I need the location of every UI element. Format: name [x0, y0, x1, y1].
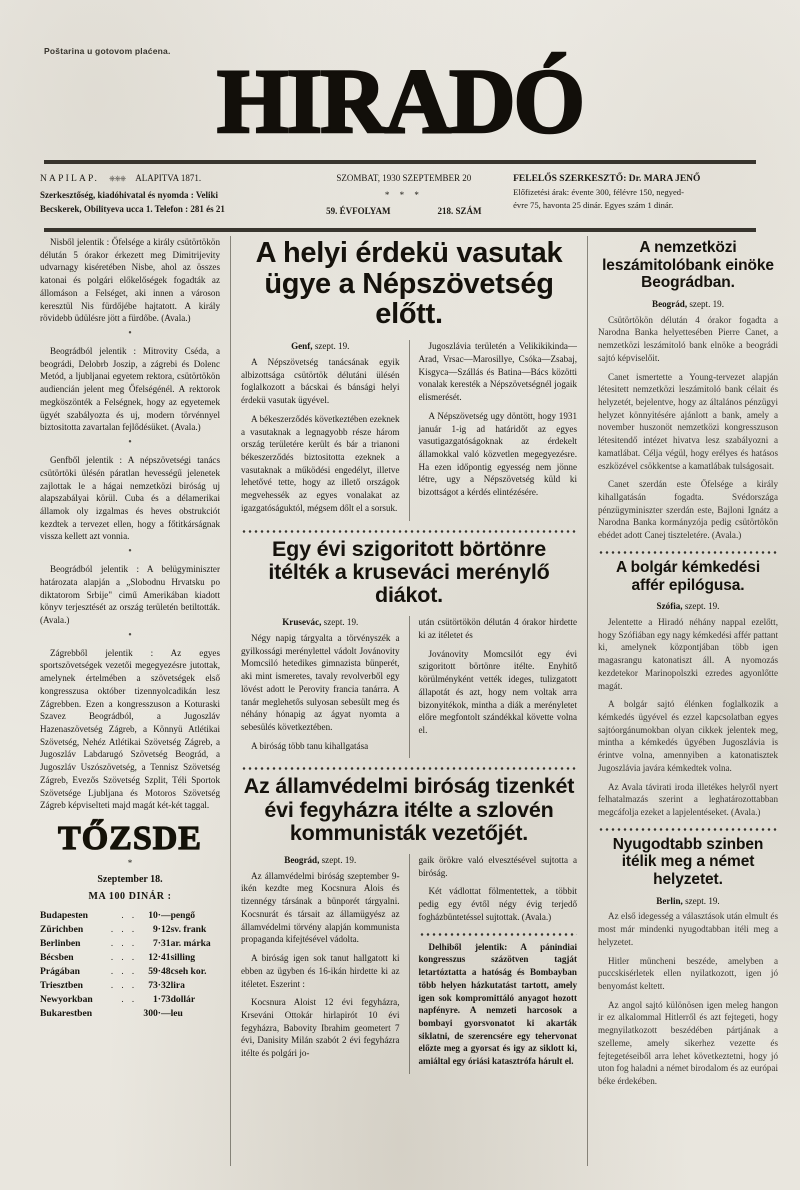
editor-in-chief: FELELŐS SZERKESZTŐ: Dr. MARA JENŐ: [513, 174, 701, 184]
article-slovene-body: [241, 854, 577, 1074]
paragraph: Csütörtökön délután 4 órakor fogadta a Narodna Banka helyettesében Pierre Canet, a nemzetközi leszámitoló bank elnöke a beográdi sajtó képviselőit.: [598, 314, 778, 363]
paragraph: A Népszövetség tanácsának egyik albizottsága csütörtök délutáni ülésén foglalkozott a bácskai és bánsági helyi érdekü vasutak ügyével.: [241, 356, 400, 406]
article-krusevac-body: [241, 616, 577, 758]
rate-currency: dollár: [170, 993, 196, 1005]
masthead-right: [513, 172, 760, 219]
postal-notice: Poštarina u gotovom plaćena.: [44, 46, 171, 56]
masthead-rule-top: [44, 160, 756, 164]
table-row: [40, 908, 220, 922]
dateline: [241, 854, 400, 867]
star-ornament: *: [127, 858, 133, 869]
column-divider: [587, 236, 588, 1166]
rate-city: Budapesten: [40, 909, 88, 921]
paragraph: Jugoszlávia területén a Velikikikinda—Arad, Vrsac—Marosillye, Csóka—Zsabaj, Kisgyca—Szállás és Batina—Bács közötti vonalak keresték a Népszövetségnél jogaik elismerését.: [418, 341, 577, 403]
article-railways-body: [241, 340, 577, 520]
rate-city: Zürichben: [40, 923, 84, 935]
dateline-place: Beográd,: [284, 855, 320, 866]
subcolumn-right: [419, 340, 578, 520]
rate-leader: . . .: [110, 923, 138, 934]
office-address-line1: Szerkesztőség, kiadóhivatal és nyomda : Veliki: [40, 190, 219, 201]
table-row: [40, 964, 220, 978]
paragraph: Hitler müncheni beszéde, amelyben a puccskisérletek ellen nyilatkozott, igen jó benyomást keltett.: [598, 955, 778, 991]
column-left: [40, 236, 220, 1166]
rate-currency: silling: [170, 951, 196, 963]
paragraph: A biróság több tanu kihallgatása: [251, 740, 369, 751]
table-row: [40, 936, 220, 950]
subcolumn-divider: [409, 340, 410, 520]
dateline-date: szept. 19.: [321, 617, 359, 628]
subcolumn-left: [241, 340, 400, 520]
dateline-place: Szófia,: [656, 601, 683, 612]
paragraph: A biróság igen sok tanut hallgatott ki ebben az ügyben és 16-ikán hirdette ki az itéletet. Eszerint :: [241, 953, 400, 989]
dotted-divider: [598, 827, 778, 832]
separator-dot: •: [128, 546, 132, 558]
rate-value: 10·—: [148, 909, 171, 921]
rate-value: 7·31: [152, 937, 171, 949]
ornament-icon: ⎈⎈⎈: [109, 174, 126, 183]
column-right: [598, 236, 778, 1166]
table-row: [40, 978, 220, 992]
rate-city: Newyorkban: [40, 993, 93, 1005]
paragraph: A békeszerződés következtében ezeknek a vasutaknak a legnagyobb része három ország területére került és bár a trianoni békeszerződés biztositotta ezeknek a vasutaknak a működési engedélyt, illetve lehetővé tette, hogy az illető országok megvehessék az egyes vonalakat az igazgatóságuktól, mégsem dőlt el a sorsuk.: [241, 413, 400, 513]
rate-currency: lira: [170, 979, 185, 991]
subcolumn-divider: [409, 616, 410, 758]
dateline-date: szept. 19.: [682, 895, 720, 906]
rate-currency: sv. frank: [170, 923, 207, 935]
stock-exchange-title: TŐZSDE: [58, 820, 202, 858]
newspaper-title: HIRADÓ: [216, 50, 584, 152]
subcolumn-right: [419, 854, 578, 1074]
rate-value: 73·32: [148, 979, 171, 991]
masthead-info: [40, 172, 760, 219]
separator-dot: •: [128, 328, 132, 340]
issue-number: 218. SZÁM: [437, 206, 482, 216]
dateline: [598, 895, 778, 908]
paragraph: Kocsnura Aloist 12 évi fegyházra, Krseváni Ottokár hirlapirót 10 évi fegyházra, Babovity Ibrahim geometert 7 évi, Danisity Milán szabót 2 évi fegyházra itélte és polgári jo-: [241, 997, 400, 1059]
paragraph: gaik örökre való elvesztésével sujtotta a biróság.: [418, 855, 577, 878]
rate-leader: . . .: [110, 965, 138, 976]
separator-dot: •: [128, 629, 132, 641]
dateline-date: szept. 19.: [682, 601, 720, 612]
office-address-line2: Becskerek, Obilityeva ucca 1. Telefon : 281 és 21: [40, 203, 225, 214]
headline-settlement-bank: A nemzetközi leszámitolóbank einöke Beográdban.: [602, 239, 774, 292]
dateline-date: szept. 19.: [312, 341, 350, 352]
subscription-prices-line2: évre 75, havonta 25 dinár. Egyes szám 1 dinár.: [513, 200, 674, 211]
paragraph: Négy napig tárgyalta a törvényszék a gyilkossági merénylettel vádolt Jovánovity Momcsiló hetedikes gimnazista bünperét, aki mint ismeretes, tavaly revolverből egy lövést adott le Perovity francia tanárra. A tanár meglehetős sulyosan sebesült meg és néhány hónapig az ágyat nyomta a sebesülés következtében.: [241, 632, 400, 732]
rate-city: Bukarestben: [40, 1007, 93, 1019]
rate-leader: . . .: [110, 937, 138, 948]
rate-leader: . . .: [110, 979, 138, 990]
dateline: [241, 340, 400, 353]
news-brief: Genfből jelentik : A népszövetségi tanács csütörtöki ülésén páratlan hevességű jelenetek zajlottak le a hágai nemzetközi biróság uj alapszabályai körül. Cuba és a délamerikai államok oly izgalmas és heves obstrukciót kezdtek a tervezet ellen, hogy a főtitkárságnak vissza kellett azt vonnia.: [40, 455, 220, 542]
masthead-rule-bottom: [44, 228, 756, 232]
paragraph: Canet ismertette a Young-tervezet alapján létesitett nemzetközi leszámitoló bank célait és helyzetét, bejelentve, hogy az általános pénzügyi helyzet könnyitésére ajánlott a bank, amely a november huszonöt nemzetközi kongresszuson létesitendő intézet hivatva lesz szabályozni a kamatlábat. Célja végül, hogy erélyes és hatásos eszközével csökkentse a kamatlábak tulságosait.: [598, 371, 778, 471]
dotted-divider: [241, 766, 577, 771]
paragraph: Az első idegesség a választások után elmult és most már mindenki nyugodtabban itéli meg a helyzetet.: [598, 911, 778, 947]
headline-slovene-communists: Az államvédelmi biróság tizenkét évi fegyházra itélte a szlovén kommunisták vezetőjét.: [243, 774, 575, 845]
rate-city: Prágában: [40, 965, 80, 977]
headline-krusevac-student: Egy évi szigoritott börtönre itélték a kruseváci merénylő diákot.: [268, 536, 550, 607]
dateline-date: szept. 19.: [687, 298, 724, 309]
column-middle: [241, 236, 577, 1166]
founded-year: ALAPITVA 1871.: [135, 173, 202, 183]
stock-exchange-date: Szeptember 18.: [97, 874, 163, 886]
rate-currency: ar. márka: [170, 937, 211, 949]
rate-currency: pengő: [170, 909, 196, 921]
headline-bulgarian-espionage: A bolgár kémkedési affér epilógusa.: [615, 558, 761, 594]
masthead-center: [303, 172, 506, 219]
paragraph: A Népszövetség ugy döntött, hogy 1931 január 1-ig ad határidőt az egyes vasutigazgatóságoknak az érdekelt államokkal való közvetlen megegyezésre. Ha ezen időpontig egyesség nem jönne létre, ugy a Népszövetség küld ki bizottságot a kérdés elintézésére.: [418, 410, 577, 498]
rate-value: 1·73: [152, 993, 171, 1005]
column-divider: [230, 236, 231, 1166]
subcolumn-left: [241, 854, 400, 1074]
rate-city: Bécsben: [40, 951, 74, 963]
paragraph: Az államvédelmi biróság szeptember 9-ikén kezdte meg Kocsnura Alois és tizennégy társának a bünporét tárgyalni. Kocsnurát és társait az államügyész az államvédelmi törvény alapján kommunista propaganda kifejtésével vádolta.: [241, 870, 400, 945]
rate-value: 9·12: [152, 923, 171, 935]
separator-dot: •: [128, 437, 132, 449]
subcolumn-right: [419, 616, 578, 758]
rate-currency: cseh kor.: [170, 965, 207, 977]
rate-value: 59·48: [148, 965, 171, 977]
news-brief: Zágrebből jelentik : Az egyes sportszövetségek vezetői megegyezésre jutottak, amelynek értelmében a szövetségek első kongresszusa október tizennyolcadikán lesz Zágrebben. Ezen a kongresszuson a Koturaski Szavez Beográdból, a Jugoszláv Hazenaszövetség Zágreb, a Könnyü Atlétikai Szövetség, Nehéz Atlétikai Szövetség Zágreb, a Jugoszláv Labdarugó Szövetség Beográd, a Jugoszláv Uszószövetség, a Tennisz Szövetség Zágreb, Evezős Szövetség Szplit, Téli Sportok Szövetsége Ljubljana és Motoros Szövetség Zágreb képviselteti majd magát két-két taggal.: [40, 647, 220, 811]
dateline-place: Krusevác,: [282, 617, 322, 628]
dateline-place: Beográd,: [652, 298, 688, 309]
table-row: [40, 950, 220, 964]
paragraph: Jelentette a Hiradó néhány nappal ezelőtt, hogy Szófiában egy nagy kémkedési affér pattant ki, amelynek központjában több igen magasrangu katonatiszt áll. A nyomozás kezdetekor Marinopolszki ezredes agyonlőtte magát.: [598, 616, 778, 691]
masthead-left: [40, 172, 295, 219]
rate-value: 300·—: [143, 1007, 171, 1019]
table-row: [40, 922, 220, 936]
stock-exchange-subtitle: MA 100 DINÁR :: [88, 891, 172, 903]
rate-city: Triesztben: [40, 979, 83, 991]
table-row: [40, 992, 220, 1006]
dateline-date: szept. 19.: [319, 855, 357, 866]
rate-value: 12·41: [148, 951, 171, 963]
news-brief: Nisből jelentik : Őfelsége a király csütörtökön délután 5 órakor érkezett meg Dimitrijevity udvarnagy kiséretében Nisbe, ahol az összes katonai és polgári előkelőségek fogadták az állomáson a Felséget, aki innen a városon keresztül Nis fürdőjébe hajtatott. A király rövidebb üdülésre jött a fürdőbe. (Avala.): [40, 237, 220, 324]
table-row: [40, 1006, 220, 1020]
dateline-place: Berlin,: [656, 895, 683, 906]
subscription-prices-line1: Előfizetési árak: évente 300, félévre 150, negyed-: [513, 187, 684, 198]
paper-type: NAPILAP.: [40, 174, 100, 184]
paragraph: Jovánovity Momcsilót egy évi szigoritott börtönre itélte. Enyhitő körülményként vették ideges, tulizgatott állapotát és azt, hogy nem voltak arra bizonyitékok, mintha a diák a merényletet előre megfontolt szándékkal követte volna el.: [418, 648, 577, 735]
rate-leader: [105, 1006, 137, 1020]
dotted-divider: [598, 550, 778, 555]
paragraph: Canet szerdán este Őfelsége a király kihallgatásán fogadta. Svédországa pénzügyminiszter szerdán este, Bajloni Ignátz a Narodna Banka kormányzója pedig csütörtökön ebédet adott Canej tiszteletére. (Avala.): [598, 479, 778, 541]
news-brief: Beográdból jelentik : A belügyminiszter határozata alapján a „Slobodnu Hrvatsku po diktatorom Srbije" cimű Amerikában kiadott könyv terjesztését az ország területén betiltották. (Avala.): [40, 564, 220, 625]
paragraph: Két vádlottat fölmentettek, a többit pedig egy évtől négy évig terjedő fogházbüntetéssel sujtottak. (Avala.): [418, 886, 577, 922]
paragraph: A bolgár sajtó élénken foglalkozik a kémkedés ügyével és ezzel kapcsolatban egyes sajtóorgánumokban olyan cikkek jelentek meg, mintha a kémkedés ügyében Jugoszlávia is érintve volna, amennyiben a katonatisztek Jugoszlávia javára kémkedtek volna.: [598, 699, 778, 773]
exchange-rate-table: [40, 908, 220, 1020]
subcolumn-divider: [409, 854, 410, 1074]
issue-date: SZOMBAT, 1930 SZEPTEMBER 20: [336, 173, 472, 183]
rate-leader: . .: [121, 993, 138, 1004]
dateline: [241, 616, 400, 629]
stars-ornament: * * *: [384, 189, 423, 200]
paragraph: Az angol sajtó különösen igen meleg hangon ir ez alkalommal Hitlerről és azt fejtegeti, hogy megnyilatkozott beszédében pártjának a szelleme, amely sikerhez vezette és fejtegetéseiből arra lehet következtetni, hogy jó uton fog haladni a német birodalom és az európai béke érdekében.: [598, 999, 778, 1087]
article-columns: [40, 236, 778, 1166]
subcolumn-left: [241, 616, 400, 758]
dateline: [598, 298, 778, 311]
rate-leader: . . .: [110, 951, 138, 962]
paragraph: után csütörtökön délután 4 órakor hirdette ki az itéletet és: [418, 617, 577, 640]
dotted-divider: [419, 932, 578, 937]
dateline-place: Genf,: [291, 341, 313, 352]
rate-city: Berlinben: [40, 937, 81, 949]
paragraph: Az Avala távirati iroda illetékes helyről nyert felhatalmazás szerint a leghatározottabban megcáfolja ezeket a lapjelentéseket. (Avala.): [598, 781, 778, 817]
news-brief: Beográdból jelentik : Mitrovity Cséda, a beográdi, Delobrb Joszip, a zágrebi és Dolenc Metód, a ljubljanai egyetem rektora, csütörtökön audiencián jelent meg Őfelségénél. A rektorok megköszönték a Felségnek, hogy az egyetemek ügyét szabályozta és uj, modern törvénnyel biztositotta zavartalan fejlődésüket. (Avala.): [40, 346, 220, 433]
headline-railways: A helyi érdekü vasutak ügye a Népszövetség előtt.: [255, 237, 563, 331]
headline-german-situation: Nyugodtabb szinben itélik meg a német helyzetet.: [612, 835, 764, 889]
dateline: [598, 600, 778, 613]
volume-number: 59. ÉVFOLYAM: [326, 206, 391, 216]
rate-leader: . .: [121, 909, 138, 920]
rate-currency: leu: [170, 1007, 183, 1019]
paragraph-delhi: Delhiből jelentik: A pánindiai kongresszus százötven tagját letartóztatta a hatóság és Bombayban több helyen házkutatást tartott, amely igen sok kompromittáló anyagot hozott napfényre. A nemzeti harcosok a bombayi gyorsvonatot ki akarták siklatni, de szerencsére egy tehervonat előzte meg a gyorsat és igy az siklott ki, amiáltal egy óriási katasztrófa hárult el.: [418, 941, 577, 1067]
dotted-divider: [241, 529, 577, 534]
